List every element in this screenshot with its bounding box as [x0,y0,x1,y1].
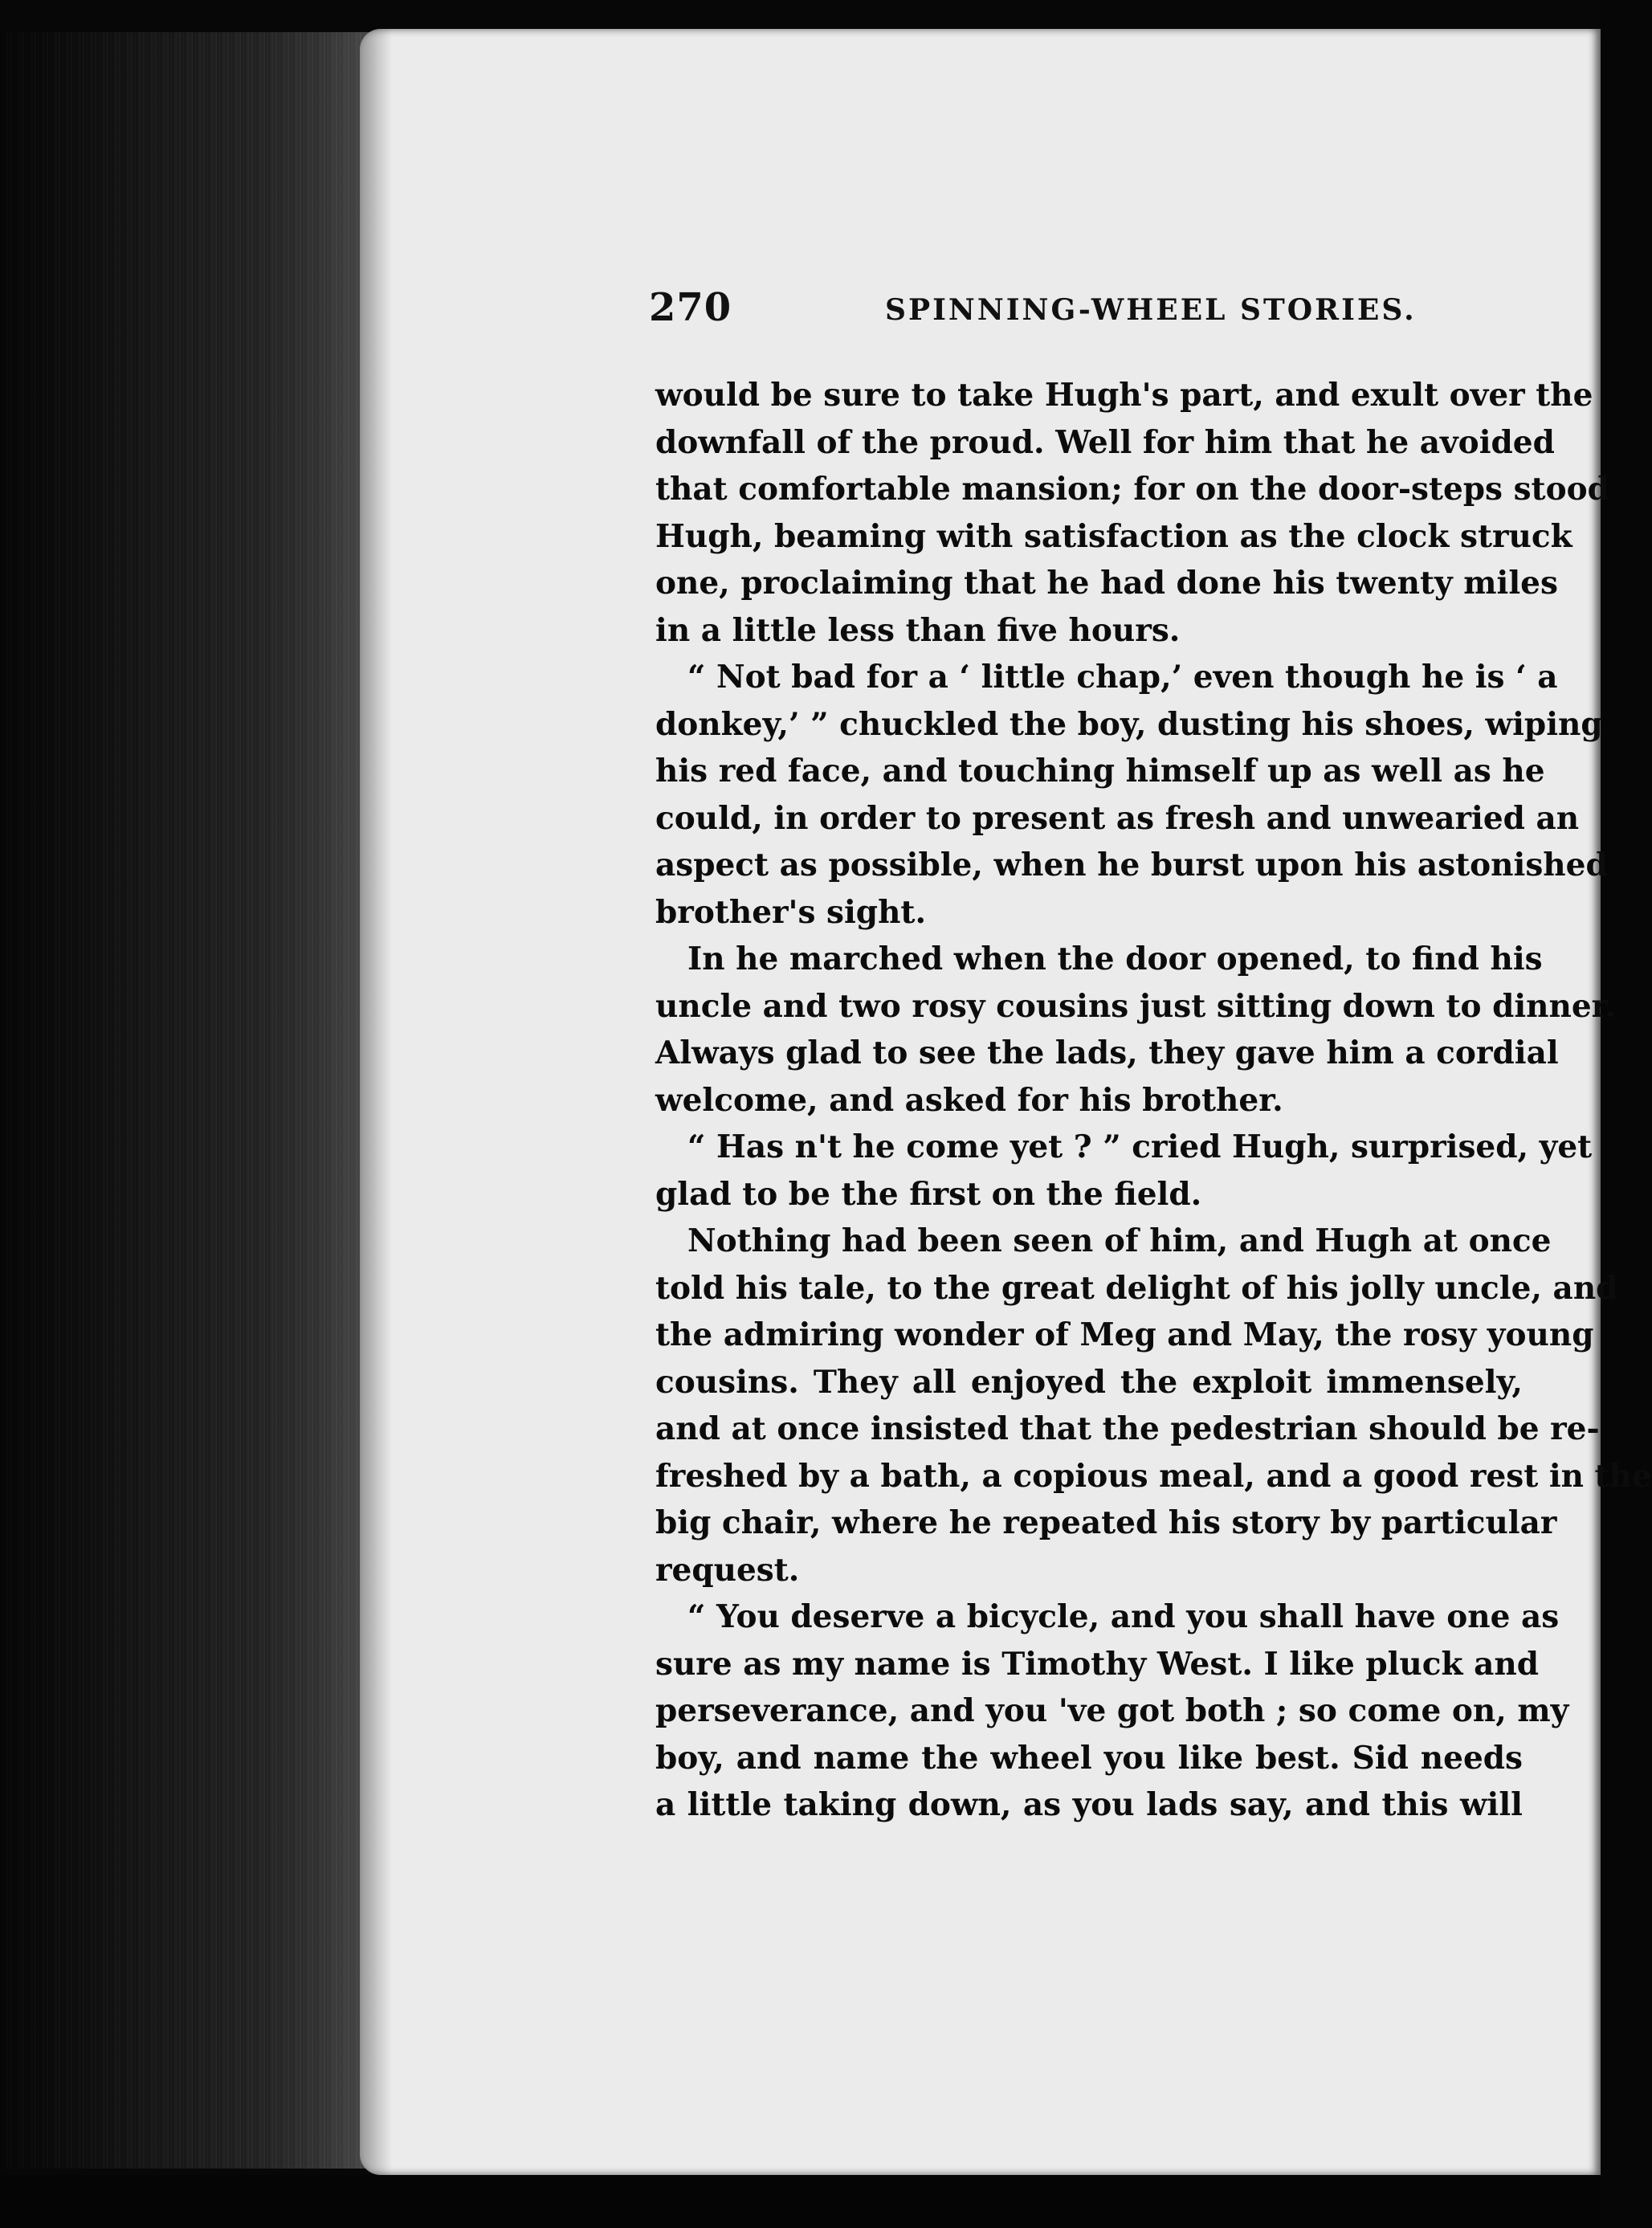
text-line: request. [655,1551,800,1589]
text-line: that comfortable mansion; for on the door-steps stood [655,471,1609,508]
text-line: one, proclaiming that he had done his twenty miles [655,565,1558,602]
text-line: sure as my name is Timothy West. I like pluck and [655,1645,1540,1683]
text-line: Nothing had been seen of him, and Hugh at once [687,1222,1552,1259]
body-text [655,372,1652,1829]
text-line: in a little less than five hours. [655,611,1181,649]
text-line: “ Has n't he come yet ? ” cried Hugh, surprised, yet [687,1128,1593,1165]
text-line: freshed by a bath, a copious meal, and a good rest in the [655,1457,1652,1495]
text-line: donkey,’ ” chuckled the boy, dusting his shoes, wiping [655,705,1603,743]
text-line: cousins. They all enjoyed the exploit immensely, [655,1363,1523,1401]
text-line: Hugh, beaming with satisfaction as the clock struck [655,517,1572,555]
text-line: Always glad to see the lads, they gave him a cordial [655,1034,1559,1071]
text-line: glad to be the first on the field. [655,1175,1202,1213]
text-line: would be sure to take Hugh's part, and exult over the [655,377,1593,414]
scan-bottom-border [0,2175,1601,2228]
text-line: aspect as possible, when he burst upon his astonished [655,847,1608,883]
text-line: “ Not bad for a ‘ little chap,’ even though he is ‘ a [687,659,1558,696]
text-line: big chair, where he repeated his story by particular [655,1504,1557,1541]
running-head: SPINNING-WHEEL STORIES. [885,293,1417,327]
text-line: his red face, and touching himself up as well as he [655,753,1545,790]
text-line: brother's sight. [655,893,927,931]
text-line: perseverance, and you 've got both ; so come on, my [655,1692,1569,1729]
page-header [649,285,1526,333]
page-gutter-shadow [360,29,392,2175]
text-line: and at once insisted that the pedestrian should be re- [655,1410,1600,1447]
text-line: the admiring wonder of Meg and May, the rosy young [655,1316,1594,1353]
text-line: told his tale, to the great delight of his jolly uncle, and [655,1269,1618,1307]
text-line: boy, and name the wheel you like best. Sid needs [655,1739,1523,1777]
text-line: a little taking down, as you lads say, and this will [655,1786,1523,1823]
text-line: welcome, and asked for his brother. [655,1081,1283,1119]
text-line: downfall of the proud. Well for him that he avoided [655,423,1555,461]
text-line: “ You deserve a bicycle, and you shall have one as [687,1598,1560,1635]
text-line: In he marched when the door opened, to find his [687,941,1543,977]
page-number: 270 [649,285,732,330]
text-line: uncle and two rosy cousins just sitting down to dinner. [655,987,1617,1025]
book-edge-shadow [0,32,377,2169]
text-line: could, in order to present as fresh and unwearied an [655,799,1580,837]
